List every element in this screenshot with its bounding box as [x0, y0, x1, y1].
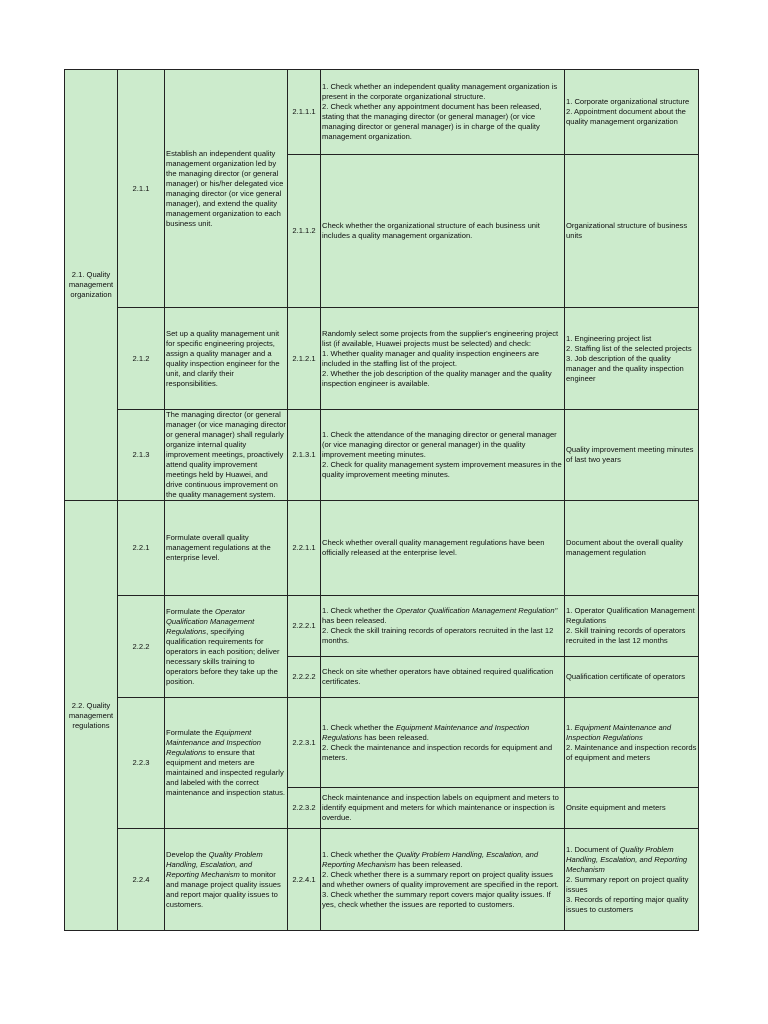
- text-line: 1. Corporate organizational structure: [566, 97, 690, 106]
- item-number: 2.2.1: [118, 501, 165, 596]
- text-line: 1. Check whether the Equipment Maintenance and Inspection Regulations has been released.: [322, 722, 530, 742]
- text-line: 2. Appointment document about the quality management organization: [566, 107, 686, 126]
- text-line: 1. Operator Qualification Management Regulations: [566, 606, 695, 625]
- check-id: 2.2.4.1: [288, 829, 321, 931]
- text-line: 1. Engineering project list: [566, 333, 652, 343]
- text-line: 3. Records of reporting major quality issues to customers: [566, 894, 689, 914]
- requirement-text: [165, 829, 288, 931]
- text-line: Qualification certificate of operators: [566, 672, 686, 681]
- check-id: 2.1.2.1: [288, 308, 321, 410]
- quality-checklist-table: [64, 69, 699, 931]
- text-line: Formulate the Operator Qualification Management Regulations, specifying qualification requirements for operators in each position; deliver necessary skills training to operators before they take up the position.: [166, 606, 280, 686]
- item-number: 2.1.2: [118, 308, 165, 410]
- evidence: [565, 788, 699, 829]
- requirement-text: [165, 70, 288, 308]
- text-line: 2. Check the skill training records of operators recruited in the last 12 months.: [322, 626, 554, 645]
- table-row: [65, 698, 699, 788]
- requirement-text: [165, 596, 288, 698]
- item-number: 2.2.4: [118, 829, 165, 931]
- text-line: 2. Check whether any appointment document has been released, stating that the managing director (or general manager) (or vice managing director or general manager) is in charge of the quality management organization.: [322, 102, 542, 141]
- text-line: Formulate overall quality management regulations at the enterprise level.: [166, 533, 271, 562]
- text-line: 1. Check whether the Quality Problem Handling, Escalation, and Reporting Mechanism has been released.: [322, 849, 539, 869]
- section-label: 2.1. Quality management organization: [65, 70, 118, 501]
- evidence: [565, 155, 699, 308]
- table-body: [65, 70, 699, 931]
- check-method: [321, 698, 565, 788]
- text-line: Onsite equipment and meters: [566, 803, 666, 812]
- check-id: 2.2.3.2: [288, 788, 321, 829]
- text-line: 3. Check whether the summary report covers major quality issues. If yes, check whether the issues are reported to customers.: [322, 889, 551, 909]
- evidence: [565, 596, 699, 657]
- check-method: [321, 788, 565, 829]
- text-line: 2. Maintenance and inspection records of equipment and meters: [566, 742, 697, 762]
- text-line: Check whether overall quality management regulations have been officially released at the enterprise level.: [322, 538, 545, 557]
- text-line: 2. Whether the job description of the quality manager and the quality inspection engineer is available.: [322, 368, 552, 388]
- evidence: [565, 308, 699, 410]
- check-id: 2.2.2.2: [288, 657, 321, 698]
- check-method: [321, 70, 565, 155]
- item-number: 2.1.3: [118, 410, 165, 501]
- check-method: [321, 308, 565, 410]
- check-method: [321, 410, 565, 501]
- text-line: 1. Document of Quality Problem Handling, Escalation, and Reporting Mechanism: [566, 844, 688, 874]
- item-number: 2.2.2: [118, 596, 165, 698]
- text-line: Establish an independent quality management organization led by the managing director (or general manager) or his/her delegated vice managing director (or vice general manager), and extend the quality management organization to each business unit.: [166, 148, 284, 228]
- text-line: 2. Summary report on project quality issues: [566, 874, 689, 894]
- check-method: [321, 657, 565, 698]
- requirement-text: [165, 308, 288, 410]
- requirement-text: [165, 410, 288, 501]
- table-row: [65, 308, 699, 410]
- check-id: 2.1.1.2: [288, 155, 321, 308]
- evidence: [565, 829, 699, 931]
- table-row: [65, 70, 699, 155]
- text-line: Document about the overall quality management regulation: [566, 538, 683, 557]
- text-line: 1. Check whether an independent quality management organization is present in the corporate organizational structure.: [322, 82, 558, 101]
- check-method: [321, 596, 565, 657]
- text-line: 1. Check the attendance of the managing director or general manager (or vice managing director or general manager) in the quality improvement meeting minutes.: [322, 430, 557, 459]
- text-line: Check on site whether operators have obtained required qualification certificates.: [322, 667, 554, 686]
- text-line: 2. Check for quality management system improvement measures in the quality improvement meeting minutes.: [322, 460, 562, 479]
- check-id: 2.1.3.1: [288, 410, 321, 501]
- table-row: [65, 596, 699, 657]
- text-line: Quality improvement meeting minutes of last two years: [566, 445, 694, 464]
- section-label: 2.2. Quality management regulations: [65, 501, 118, 931]
- text-line: The managing director (or general manager (or vice managing director or general manager) shall regularly organize internal quality improvement meetings, proactively attend quality improvement meetings held by Huawei, and drive continuous improvement on the quality management system.: [166, 410, 286, 499]
- text-line: 2. Check whether there is a summary report on project quality issues and whether owners of quality improvement are specified in the report.: [322, 869, 559, 889]
- text-line: 1. Check whether the Operator Qualification Management Regulation" has been released.: [322, 606, 558, 625]
- text-line: 2. Check the maintenance and inspection records for equipment and meters.: [322, 742, 553, 762]
- text-line: 2. Staffing list of the selected projects: [566, 343, 692, 353]
- check-id: 2.2.2.1: [288, 596, 321, 657]
- text-line: Check whether the organizational structure of each business unit includes a quality management organization.: [322, 221, 540, 240]
- table-row: [65, 829, 699, 931]
- check-id: 2.2.1.1: [288, 501, 321, 596]
- table-row: [65, 501, 699, 596]
- evidence: [565, 501, 699, 596]
- check-id: 2.2.3.1: [288, 698, 321, 788]
- text-line: 2. Skill training records of operators recruited in the last 12 months: [566, 626, 686, 645]
- check-id: 2.1.1.1: [288, 70, 321, 155]
- text-line: Organizational structure of business units: [566, 221, 688, 240]
- evidence: [565, 410, 699, 501]
- evidence: [565, 657, 699, 698]
- text-line: Check maintenance and inspection labels on equipment and meters to identify equipment and meters for which maintenance or inspection is overdue.: [322, 793, 559, 822]
- text-line: 1. Whether quality manager and quality inspection engineers are included in the staffing list of the project.: [322, 348, 539, 368]
- text-line: Set up a quality management unit for specific engineering projects, assign a quality manager and a quality inspection engineer for the unit, and clarify their responsibilities.: [166, 328, 280, 388]
- evidence: [565, 70, 699, 155]
- check-method: [321, 155, 565, 308]
- text-line: Formulate the Equipment Maintenance and Inspection Regulations to ensure that equipment and meters are maintained and inspected regularly and labeled with the correct maintenance and inspection status.: [166, 728, 286, 797]
- text-line: 3. Job description of the quality manager and the quality inspection engineer: [566, 353, 684, 383]
- evidence: [565, 698, 699, 788]
- check-method: [321, 501, 565, 596]
- check-method: [321, 829, 565, 931]
- text-line: Randomly select some projects from the supplier's engineering project list (if available, Huawei projects must be selected) and check:: [322, 328, 559, 348]
- requirement-text: [165, 501, 288, 596]
- text-line: 1. Equipment Maintenance and Inspection Regulations: [566, 722, 672, 742]
- table-row: [65, 410, 699, 501]
- text-line: Develop the Quality Problem Handling, Escalation, and Reporting Mechanism to monitor and manage project quality issues and report major quality issues to customers.: [166, 849, 281, 909]
- requirement-text: [165, 698, 288, 829]
- item-number: 2.1.1: [118, 70, 165, 308]
- item-number: 2.2.3: [118, 698, 165, 829]
